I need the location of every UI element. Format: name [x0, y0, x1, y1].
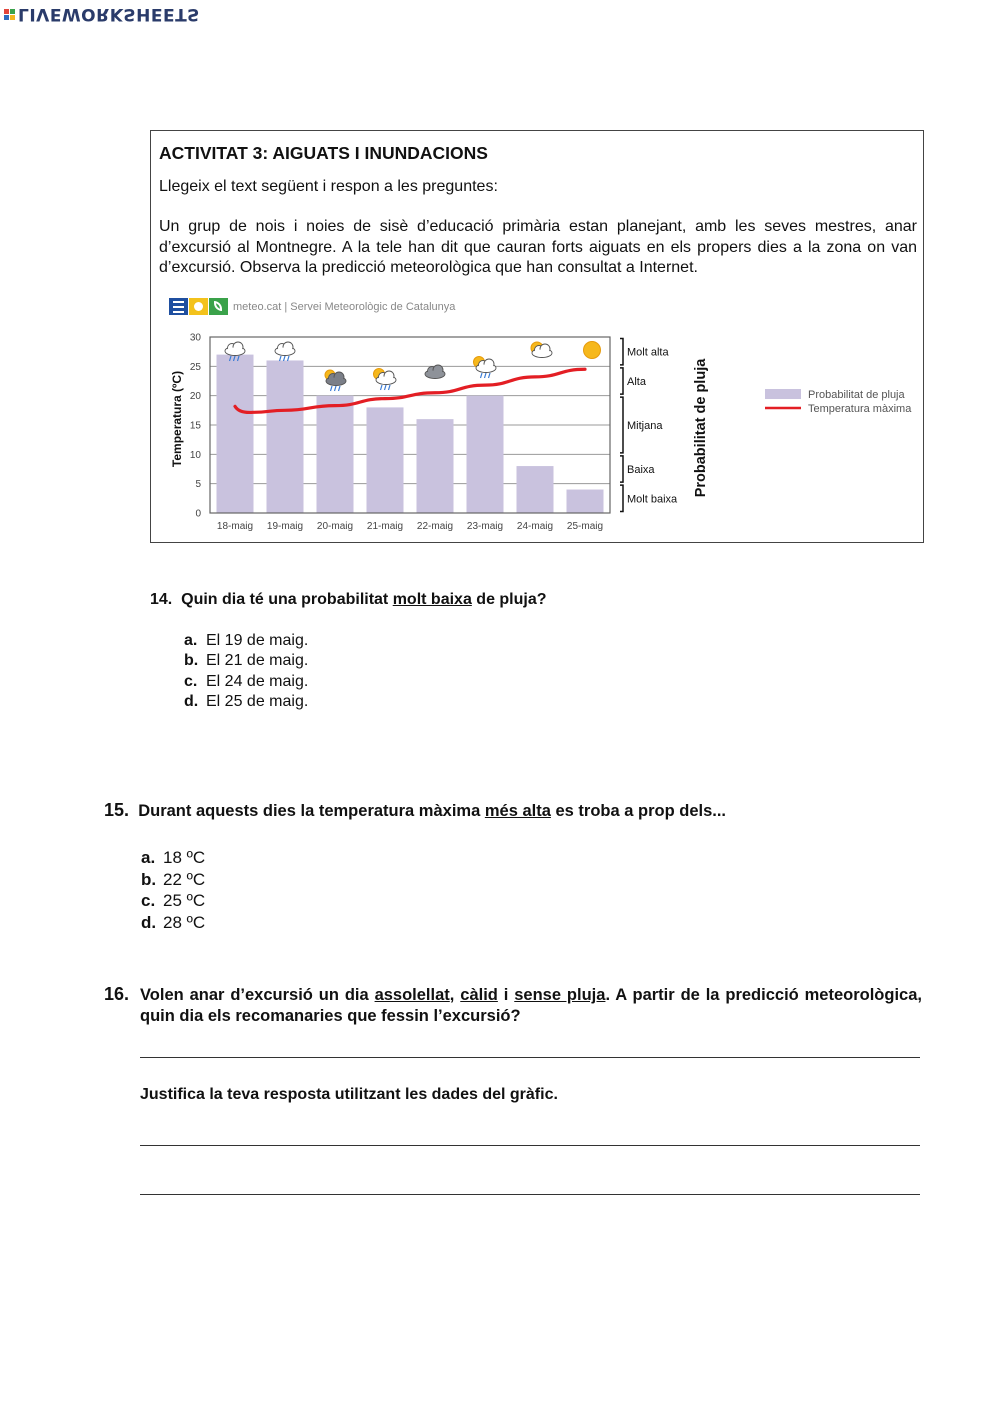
rain-probability-bar: [367, 407, 404, 513]
cloud-fill: [226, 348, 244, 355]
underlined-assolellat: assolellat: [374, 986, 450, 1004]
rain-probability-bar: [567, 490, 604, 513]
rain-probability-bar: [517, 466, 554, 513]
meteocat-label: meteo.cat | Servei Meteorològic de Catalunya: [233, 300, 456, 313]
activity-box: [150, 130, 924, 543]
legend-swatch-bars: [765, 389, 801, 399]
option-d[interactable]: d. El 25 de maig.: [184, 692, 309, 710]
option-a[interactable]: a. 18 ºC: [141, 848, 206, 867]
logo-square: [4, 15, 9, 20]
underlined-calid: càlid: [460, 986, 498, 1004]
y-tick-label: 25: [189, 361, 201, 373]
rain-drop: [481, 373, 483, 378]
liveworksheets-logo: [4, 4, 200, 24]
x-tick-label: 25-maig: [566, 521, 604, 532]
logo-text: LIVEWORKSHEETS: [18, 4, 200, 24]
band-label: Baixa: [627, 464, 655, 476]
question-text: Quin dia té una probabilitat: [181, 591, 393, 608]
rain-drop: [489, 373, 491, 378]
band-label: Molt alta: [627, 346, 669, 359]
cloud-fill: [533, 350, 551, 357]
question-16-text: Volen anar d’excursió un dia assolellat, càlid i sense pluja. A partir de la predicció meteorològica, quin dia els recomanaries que fessin l’excursió?: [140, 986, 922, 1025]
rain-drop: [335, 386, 337, 391]
rain-probability-bar: [467, 396, 504, 513]
weather-chart: [151, 131, 923, 542]
y-tick-label: 0: [195, 508, 201, 520]
band-bracket: [620, 397, 623, 453]
option-b[interactable]: b. El 21 de maig.: [184, 652, 309, 670]
option-d[interactable]: d. 28 ºC: [141, 912, 206, 932]
band-bracket: [620, 339, 623, 365]
question-text-end: de pluja?: [471, 591, 547, 608]
band-label: Alta: [627, 376, 646, 388]
sun-cloud-icon: [531, 342, 552, 358]
rain-probability-bar: [417, 419, 454, 513]
rain-drop: [389, 385, 391, 390]
underlined-sense-pluja: sense pluja: [514, 986, 606, 1004]
y-tick-label: 10: [189, 449, 201, 461]
cloud-fill: [327, 378, 345, 385]
cloud-fill: [276, 348, 294, 355]
y-tick-label: 30: [189, 332, 201, 344]
option-c[interactable]: c. 25 ºC: [141, 891, 206, 910]
option-b[interactable]: b. 22 ºC: [141, 869, 206, 889]
y-tick-label: 20: [189, 391, 201, 403]
band-label: Molt baixa: [627, 493, 678, 506]
question-number: 16.: [104, 984, 130, 1004]
rain-probability-bar: [267, 360, 304, 513]
x-tick-label: 20-maig: [316, 521, 354, 532]
cloud-fill: [426, 371, 444, 378]
band-bracket: [620, 485, 623, 511]
answer-line-1[interactable]: [140, 1057, 920, 1058]
answer-line-2[interactable]: [140, 1145, 920, 1146]
logo-square: [10, 9, 15, 14]
x-tick-label: 23-maig: [466, 521, 504, 532]
legend-label: Temperatura màxima: [808, 403, 912, 415]
storm-icon: [325, 370, 346, 391]
legend-label: Probabilitat de pluja: [808, 389, 905, 401]
sun-shape: [584, 342, 601, 359]
x-tick-label: 24-maig: [516, 521, 554, 532]
rain-drop: [339, 386, 341, 391]
y-axis-label: Temperatura (ºC): [170, 370, 184, 468]
rain-drop: [280, 356, 282, 361]
logo-square: [10, 15, 15, 20]
rain-probability-bar: [217, 355, 254, 513]
band-label: Mitjana: [627, 420, 663, 432]
activity-intro: Llegeix el text següent i respon a les preguntes:: [159, 178, 498, 195]
question-15-options: [141, 847, 205, 933]
rain-drop: [288, 356, 290, 361]
activity-title: ACTIVITAT 3: AIGUATS I INUNDACIONS: [159, 143, 488, 163]
rain-cloud-icon: [275, 342, 295, 361]
question-underlined: molt baixa: [392, 591, 472, 608]
question-text-end: es troba a prop dels...: [550, 802, 727, 820]
question-14-options: [184, 631, 308, 712]
x-tick-label: 18-maig: [216, 521, 254, 532]
x-tick-label: 22-maig: [416, 521, 454, 532]
rain-drop: [385, 385, 387, 390]
cloud-fill: [477, 365, 495, 372]
cloud-icon: [425, 365, 445, 379]
rain-probability-bar: [317, 396, 354, 513]
answer-line-3[interactable]: [140, 1194, 920, 1195]
rain-drop: [331, 386, 333, 391]
y-tick-label: 15: [189, 420, 201, 432]
y-tick-label: 5: [195, 479, 201, 491]
question-text: Durant aquests dies la temperatura màxima: [138, 802, 485, 820]
probability-axis-label: Probabilitat de pluja: [693, 358, 709, 498]
question-number: 14.: [150, 591, 173, 608]
question-15: [104, 800, 726, 821]
question-underlined: més alta: [484, 802, 551, 820]
option-c[interactable]: c. El 24 de maig.: [184, 672, 309, 690]
logo-squares-icon: [4, 9, 15, 20]
rain-drop: [381, 385, 383, 390]
x-tick-label: 19-maig: [266, 521, 304, 532]
band-bracket: [620, 368, 623, 394]
cloud-fill: [377, 377, 395, 384]
activity-text: Un grup de nois i noies de sisè d’educació primària estan planejant, amb les seves mestres, anar d’excursió al Montnegre. A la tele han dit que cauran forts aiguats en els propers dies a la zona on van d’excursió. Observa la predicció meteorològica que han consultat a Internet.: [159, 218, 917, 276]
question-14: [150, 591, 547, 609]
justify-instruction: Justifica la teva resposta utilitzant les dades del gràfic.: [140, 1086, 558, 1103]
sun-rain-icon: [374, 369, 397, 391]
rain-drop: [284, 356, 286, 361]
logo-square: [4, 9, 9, 14]
rain-drop: [485, 373, 487, 378]
question-number: 15.: [104, 800, 130, 820]
band-bracket: [620, 456, 623, 482]
option-a[interactable]: a. El 19 de maig.: [184, 632, 309, 649]
x-tick-label: 21-maig: [366, 521, 404, 532]
sun-icon: [584, 342, 601, 359]
sun-rain-icon: [474, 357, 497, 379]
